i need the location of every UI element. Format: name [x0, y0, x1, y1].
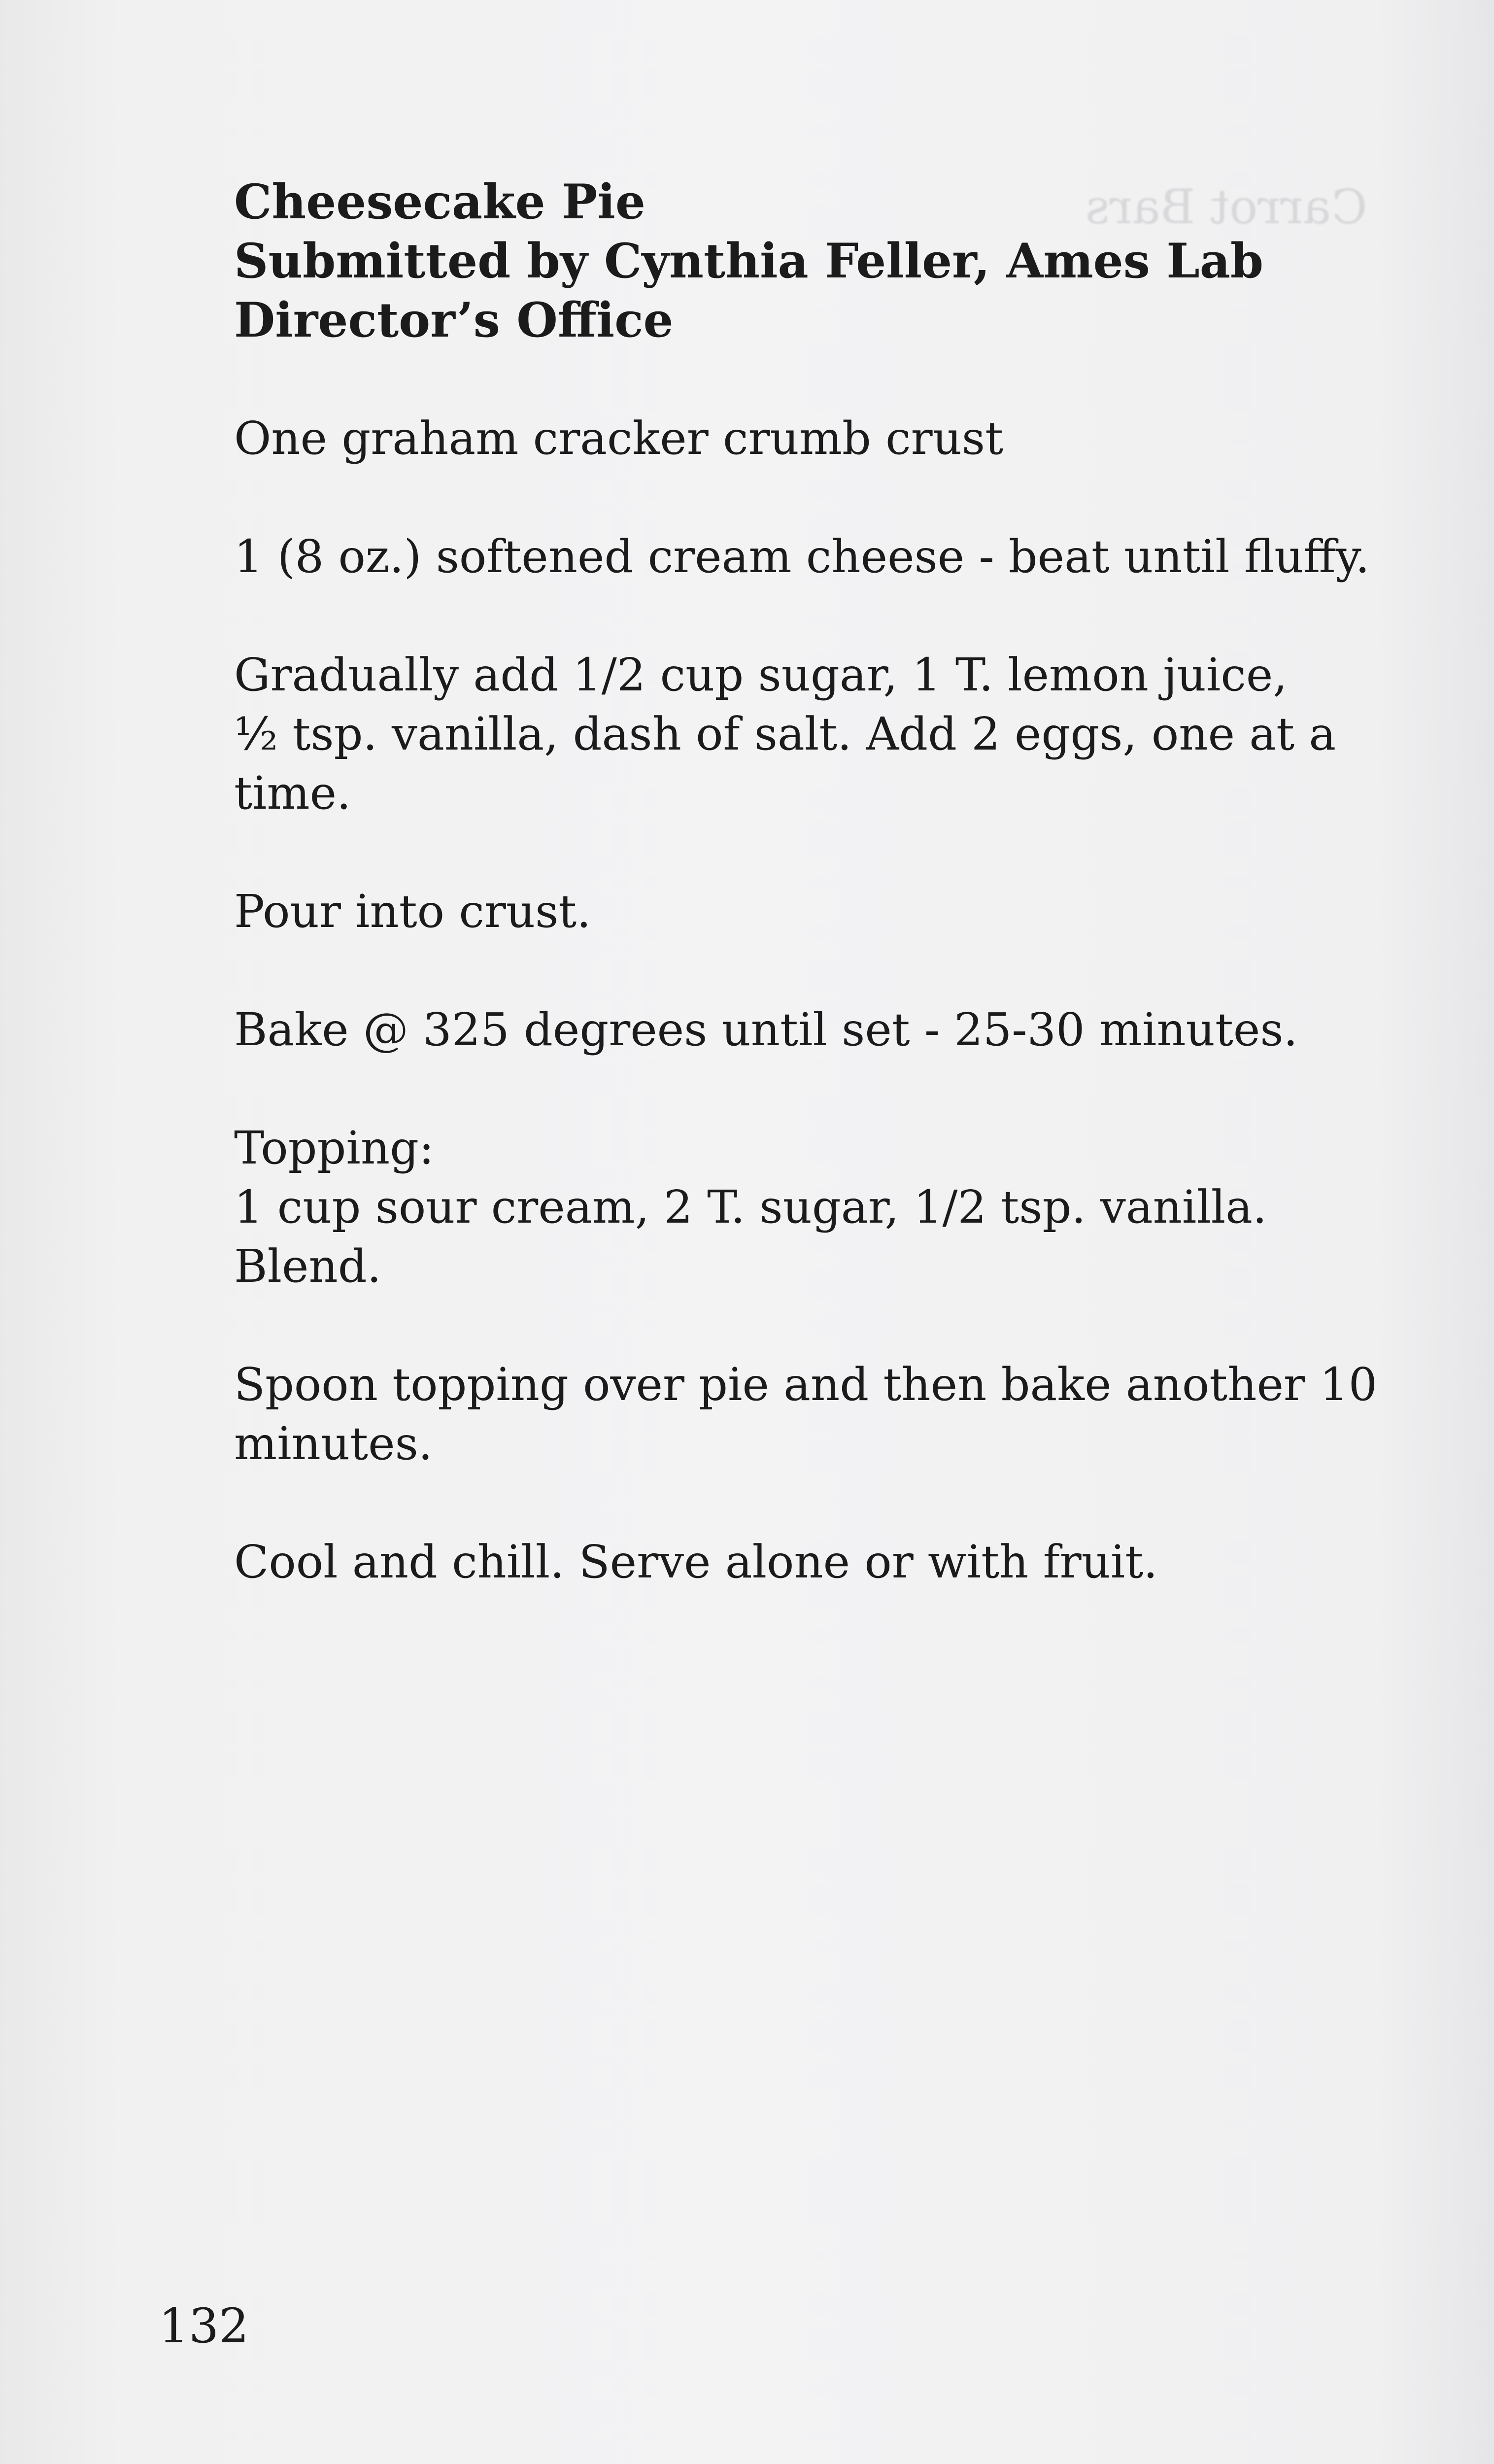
bleed-through-text: Carrot Bars — [1085, 179, 1367, 235]
recipe-step-1 — [234, 527, 1370, 586]
step-2-line-3: time. — [234, 767, 351, 820]
step-3-line: Pour into crust. — [234, 885, 591, 938]
step-5-line-1: Spoon topping over pie and then bake another 10 — [234, 1358, 1378, 1411]
recipe-step-4 — [234, 1000, 1367, 1060]
recipe-step-3 — [234, 882, 1367, 941]
topping-line-1: 1 cup sour cream, 2 T. sugar, 1/2 tsp. vanilla. — [234, 1181, 1267, 1233]
step-2-line-1: Gradually add 1/2 cup sugar, 1 T. lemon juice, — [234, 649, 1288, 701]
step-5-line-2: minutes. — [234, 1417, 433, 1470]
recipe-step-6 — [234, 1533, 1367, 1592]
recipe-title: Cheesecake Pie — [234, 174, 645, 230]
crust-line: One graham cracker crumb crust — [234, 412, 1004, 465]
page-number: 132 — [159, 2298, 249, 2354]
recipe-submitter: Submitted by Cynthia Feller, Ames Lab — [234, 233, 1264, 289]
recipe-step-5 — [234, 1355, 1378, 1473]
recipe-step-2 — [234, 646, 1367, 823]
topping-line-2: Blend. — [234, 1240, 381, 1293]
recipe-header — [234, 172, 1367, 350]
step-4-line: Bake @ 325 degrees until set - 25-30 minutes. — [234, 1003, 1298, 1056]
recipe-submitter-office: Director’s Office — [234, 292, 674, 348]
step-1-line: 1 (8 oz.) softened cream cheese - beat until fluffy. — [234, 530, 1370, 583]
recipe — [234, 172, 1378, 1651]
recipe-crust — [234, 409, 1367, 468]
step-2-line-2: ½ tsp. vanilla, dash of salt. Add 2 eggs, one at a — [234, 708, 1336, 760]
topping-heading: Topping: — [234, 1122, 434, 1174]
recipe-topping — [234, 1119, 1367, 1296]
step-6-line: Cool and chill. Serve alone or with fruit. — [234, 1536, 1158, 1588]
